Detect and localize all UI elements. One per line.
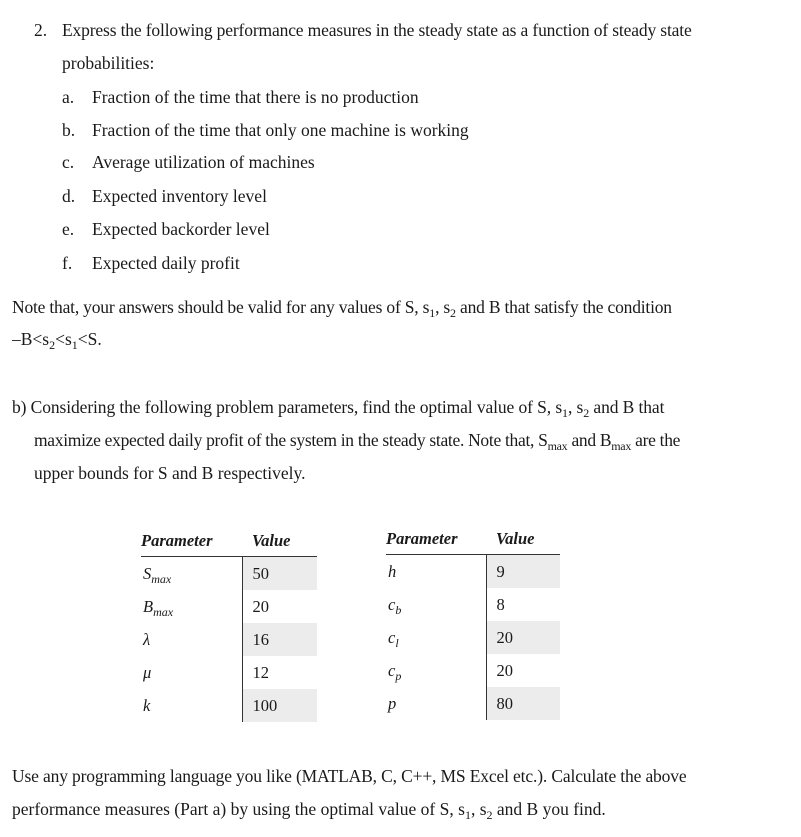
list-item: Average utilization of machines [92, 152, 315, 172]
question-text-line2: probabilities: [62, 53, 155, 73]
table-row [386, 687, 560, 720]
question-number: 2. [34, 20, 48, 40]
parameter-name: $c_b$ [388, 594, 402, 617]
part-b-line1: b) Considering the following problem parameters, find the optimal value of S, $s_1$, $s_2$ and B that [12, 397, 665, 420]
list-item-letter: d. [62, 186, 76, 206]
parameter-value: 20 [486, 621, 560, 654]
parameter-value: 80 [486, 687, 560, 720]
parameter-table-left [141, 526, 317, 722]
part-b-line2: maximize expected daily profit of the system in the steady state. Note that, $S_{max}$ and $B_{max}$ are the [34, 430, 681, 453]
list-item-letter: e. [62, 219, 75, 239]
parameter-name: p [388, 693, 397, 713]
table-header-row [141, 526, 317, 557]
table-header-value: Value [252, 531, 291, 550]
part-b-line3: upper bounds for S and B respectively. [34, 463, 306, 483]
list-item: Fraction of the time that only one machine is working [92, 120, 469, 140]
parameter-name: μ [143, 662, 152, 682]
list-item: Fraction of the time that there is no production [92, 87, 419, 107]
table-row [141, 557, 317, 591]
list-item-letter: f. [62, 253, 73, 273]
question-text-line1: Express the following performance measures in the steady state as a function of steady state [62, 20, 692, 40]
table-header-value: Value [496, 529, 535, 548]
list-item: Expected inventory level [92, 186, 267, 206]
parameter-name: $S_{max}$ [141, 557, 242, 591]
table-row [386, 654, 560, 687]
list-item: Expected daily profit [92, 253, 240, 273]
parameter-value: 8 [486, 588, 560, 621]
table-row [386, 621, 560, 654]
closing-line2: performance measures (Part a) by using the optimal value of S, $s_1$, $s_2$ and B you find. [12, 799, 606, 822]
parameter-name: $B_{max}$ [143, 596, 174, 619]
parameter-value: 50 [242, 557, 317, 591]
parameter-name: h [386, 555, 486, 589]
parameter-name: $c_l$ [388, 627, 399, 650]
table-row [141, 590, 317, 623]
table-header-row [386, 524, 560, 555]
parameter-name: $c_p$ [388, 660, 402, 683]
closing-line1: Use any programming language you like (MATLAB, C, C++, MS Excel etc.). Calculate the above [12, 766, 687, 786]
parameter-value: 9 [486, 555, 560, 589]
parameter-table-right [386, 524, 560, 720]
parameter-name: k [143, 695, 151, 715]
parameter-value: 100 [242, 689, 317, 722]
table-row [386, 555, 560, 589]
table-row [141, 656, 317, 689]
parameter-value: 20 [486, 654, 560, 687]
table-header-parameter: Parameter [386, 529, 458, 548]
parameter-value: 16 [242, 623, 317, 656]
list-item-letter: c. [62, 152, 75, 172]
note-line1: Note that, your answers should be valid for any values of S, $s_1$, $s_2$ and B that satisfy the condition [12, 297, 672, 320]
table-header-parameter: Parameter [141, 531, 213, 550]
table-row [141, 623, 317, 656]
parameter-value: 12 [242, 656, 317, 689]
table-row [141, 689, 317, 722]
note-condition: $-B<s_2<s_1<S$. [12, 329, 102, 352]
parameter-name: λ [143, 629, 151, 649]
list-item-letter: a. [62, 87, 75, 107]
table-row [386, 588, 560, 621]
parameter-value: 20 [242, 590, 317, 623]
list-item-letter: b. [62, 120, 76, 140]
list-item: Expected backorder level [92, 219, 270, 239]
